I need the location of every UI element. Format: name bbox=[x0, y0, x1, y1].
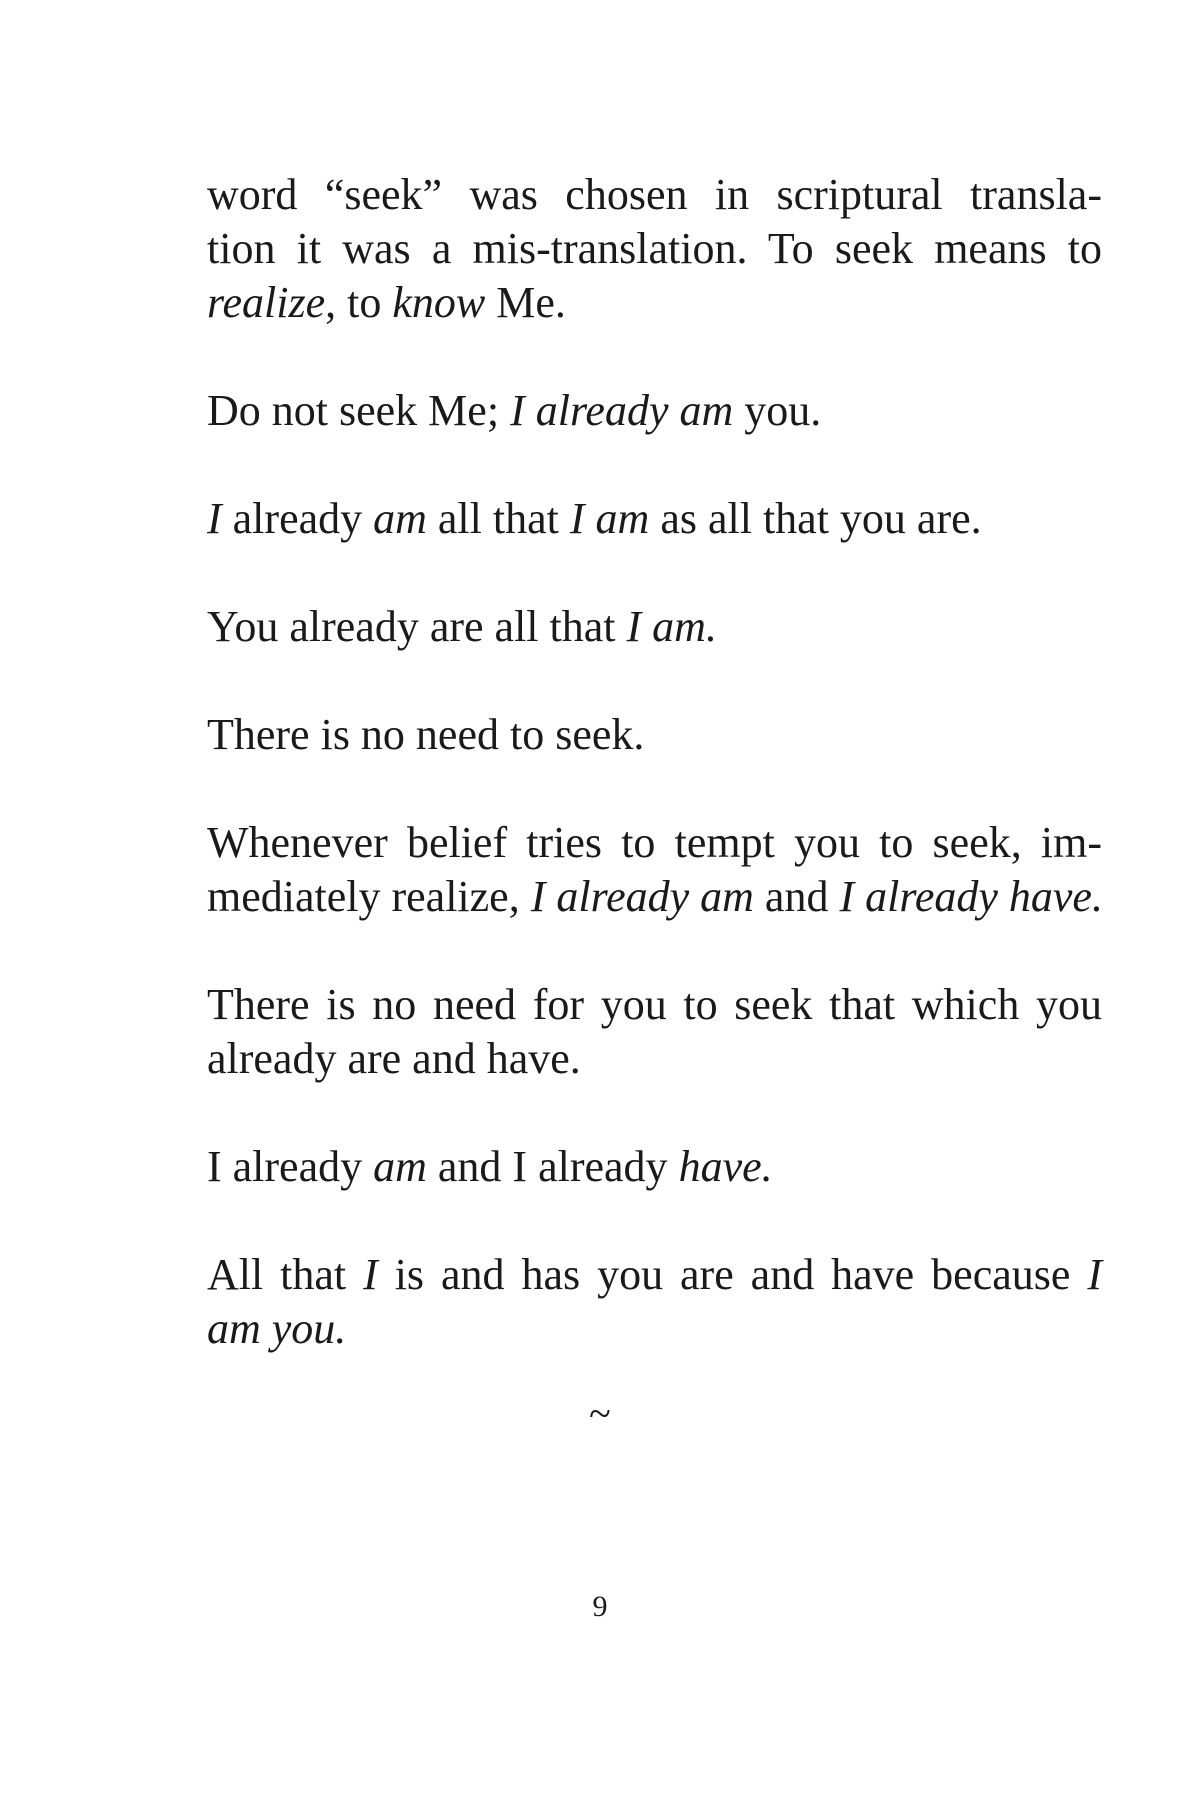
text-line bbox=[207, 168, 1102, 222]
text-run: Whenever belief tries to tempt you to seek, im- bbox=[207, 818, 1102, 867]
text-run: tion it was a mis-translation. To seek means to bbox=[207, 224, 1102, 273]
paragraph bbox=[207, 1248, 1102, 1356]
section-ornament: ~ bbox=[589, 1391, 611, 1436]
text-line bbox=[207, 276, 1102, 330]
paragraph bbox=[207, 1140, 1102, 1194]
paragraph bbox=[207, 978, 1102, 1086]
page-number: 9 bbox=[592, 1590, 608, 1623]
text-run: You already are all that bbox=[207, 602, 627, 651]
text-run: , to bbox=[325, 278, 393, 327]
text-line bbox=[207, 1302, 1102, 1356]
text-run: and bbox=[753, 872, 840, 921]
italic-text: I bbox=[1087, 1250, 1103, 1299]
text-line bbox=[207, 1248, 1102, 1302]
italic-text: I already am bbox=[530, 872, 754, 921]
paragraph bbox=[207, 708, 1102, 762]
italic-text: am bbox=[373, 1142, 427, 1191]
text-line bbox=[207, 1140, 1102, 1194]
text-line bbox=[207, 384, 1102, 438]
text-run: as all that you are. bbox=[649, 494, 982, 543]
body-text bbox=[207, 168, 1102, 1410]
text-run: already bbox=[221, 494, 374, 543]
text-line bbox=[207, 816, 1102, 870]
text-run: all that bbox=[426, 494, 570, 543]
paragraph bbox=[207, 816, 1102, 924]
text-line bbox=[207, 222, 1102, 276]
italic-text: I already am bbox=[510, 386, 734, 435]
italic-text: realize bbox=[207, 278, 326, 327]
text-run: word “seek” was chosen in scriptural transla- bbox=[207, 170, 1102, 219]
paragraph bbox=[207, 600, 1102, 654]
italic-text: I am. bbox=[626, 602, 717, 651]
italic-text: am bbox=[373, 494, 427, 543]
paragraph bbox=[207, 384, 1102, 438]
italic-text: am you. bbox=[207, 1304, 347, 1353]
italic-text: have. bbox=[678, 1142, 773, 1191]
text-line bbox=[207, 978, 1102, 1032]
text-line bbox=[207, 492, 1102, 546]
text-line bbox=[207, 870, 1102, 924]
text-run: Me. bbox=[485, 278, 566, 327]
text-run: There is no need to seek. bbox=[207, 710, 645, 759]
text-run: is and has you are and have because bbox=[377, 1250, 1088, 1299]
italic-text: I am bbox=[569, 494, 650, 543]
paragraph bbox=[207, 168, 1102, 330]
italic-text: I bbox=[363, 1250, 378, 1299]
italic-text: know bbox=[392, 278, 486, 327]
italic-text: I already have. bbox=[839, 872, 1103, 921]
italic-text: I bbox=[207, 494, 222, 543]
text-run: already are and have. bbox=[207, 1034, 581, 1083]
text-line bbox=[207, 600, 1102, 654]
text-run: and I already bbox=[426, 1142, 679, 1191]
text-run: I already bbox=[207, 1142, 374, 1191]
text-run: Do not seek Me; bbox=[207, 386, 511, 435]
text-line bbox=[207, 1032, 1102, 1086]
text-run: mediately realize, bbox=[207, 872, 531, 921]
paragraph bbox=[207, 492, 1102, 546]
text-run: All that bbox=[207, 1250, 364, 1299]
text-run: There is no need for you to seek that which you bbox=[207, 980, 1102, 1029]
text-run: you. bbox=[733, 386, 822, 435]
text-line bbox=[207, 708, 1102, 762]
